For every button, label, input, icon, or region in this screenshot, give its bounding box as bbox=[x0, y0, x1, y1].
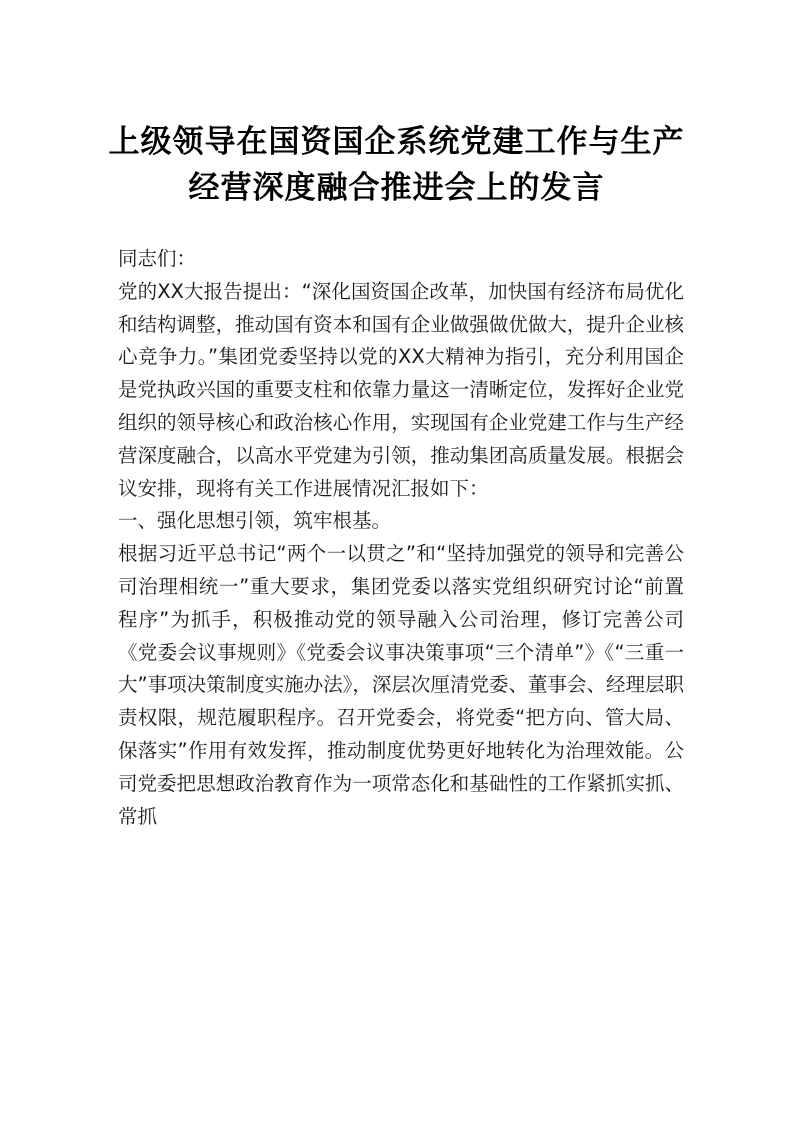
section-heading-1: 一、强化思想引领，筑牢根基。 bbox=[118, 509, 392, 533]
document-title-line-1: 上级领导在国资国企系统党建工作与生产 bbox=[108, 124, 685, 160]
paragraph-section-1: 根据习近平总书记“两个一以贯之”和“坚持加强党的领导和完善公司治理相统一”重大要求，集团党委以落实党组织研究讨论“前置程序”为抓手，积极推动党的领导融入公司治理，修订完善公司《党委会议事规则》《党委会议事决策事项“三个清单”》《“三重一大”事项决策制度实施办法》，深层次厘清党委、董事会、经理层职责权限，规范履职程序。召开党委会，将党委“把方向、管大局、保落实”作用有效发挥，推动制度优势更好地转化为治理效能。公司党委把思想政治教育作为一项常态化和基础性的工作紧抓实抓、常抓 bbox=[118, 542, 684, 828]
paragraph-intro: 党的XX大报告提出：“深化国资国企改革，加快国有经济布局优化和结构调整，推动国有资本和国有企业做强做优做大，提升企业核心竞争力。”集团党委坚持以党的XX大精神为指引，充分利用国企是党执政兴国的重要支柱和依靠力量这一清晰定位，发挥好企业党组织的领导核心和政治核心作用，实现国有企业党建工作与生产经营深度融合，以高水平党建为引领，推动集团高质量发展。根据会议安排，现将有关工作进展情况汇报如下： bbox=[118, 279, 684, 500]
document-body bbox=[118, 243, 684, 833]
salutation: 同志们： bbox=[118, 247, 197, 270]
document-title-line-2: 经营深度融合推进会上的发言 bbox=[188, 170, 605, 206]
